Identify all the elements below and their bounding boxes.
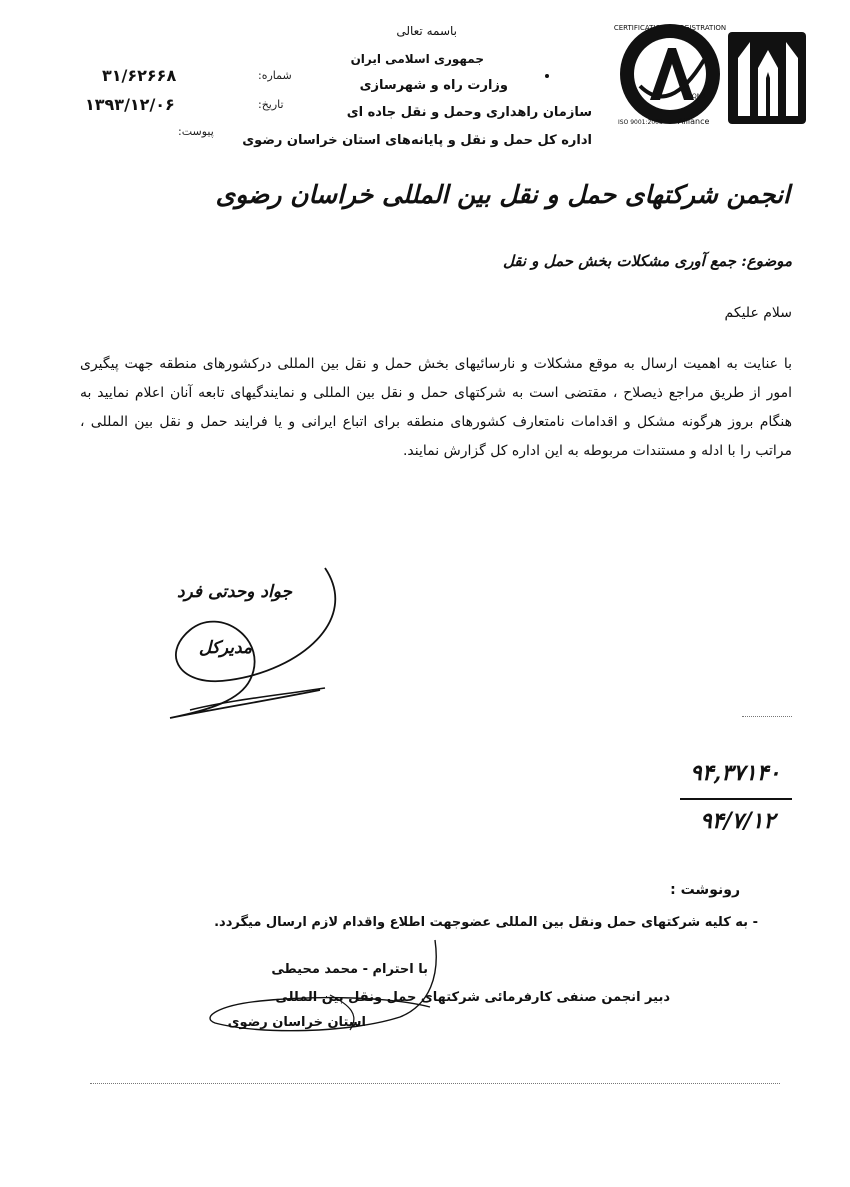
republic-line: جمهوری اسلامی ایران [350,52,484,66]
header-dot [545,74,549,78]
greeting: سلام علیکم [724,305,792,321]
body-paragraph: با عنایت به اهمیت ارسال به موقع مشکلات و نارسائیهای بخش حمل و نقل بین المللی درکشورهای منطقه جهت پیگیری امور از طریق مراجع ذیصلاح ، مقتضی است به شرکتهای حمل و نقل بین المللی و نمایندگیهای تابعه آنان اعلام نمایید به هنگام بروز هرگونه مشکل و اقدامات نامتعارف کشورهای منطقه برای اتباع ایرانی و یا فرایند حمل و نقل بین المللی ، مراتب را با ادله و مستندات مربوطه به این اداره کل گزارش نمایند. [80,356,792,459]
subject: موضوع: جمع آوری مشکلات بخش حمل و نقل [502,252,792,270]
handwritten-underline [680,798,792,800]
number-label: شماره: [258,69,292,82]
signature [150,560,370,730]
handwritten-ref: ۹۴,۳۷۱۴۰ [690,760,781,786]
number-row [80,66,300,88]
sender-title: دبیر انجمن صنفی کارفرمائی شرکتهای حمل ونقل بین المللی [275,990,670,1005]
organization-line: سازمان راهداری وحمل و نقل جاده ای [346,105,592,120]
department-line: اداره کل حمل و نقل و پایانه‌های استان خراسان رضوی [242,133,592,148]
sender-regards: با احترام - محمد محیطی [271,962,428,977]
logo-qms: QMS [692,93,706,100]
letter-date: ۱۳۹۳/۱۲/۰۶ [85,95,175,114]
sender-region: استان خراسان رضوی [227,1015,366,1030]
logo-iso: ISO 9001:2008 [618,119,663,126]
road-transport-emblem-icon [728,32,806,124]
recipient: انجمن شرکتهای حمل و نقل بین المللی خراسان رضوی [215,180,790,209]
logo-graphic [610,20,810,130]
attachment-label: پیوست: [178,125,214,138]
logo-ring-text: CERTIFICATION • REGISTRATION [613,24,727,32]
certification-seal-icon [620,24,720,124]
date-label: تاریخ: [258,98,284,111]
letter-number: ۳۱/۶۲۶۶۸ [102,66,177,85]
bottom-dotted-line [90,1083,780,1084]
signer-title: مدیرکل [198,638,252,658]
attachment-row [80,122,300,144]
cc-title: رونوشت : [670,882,740,898]
signer-name: جواد وحدتی فرد [176,582,292,602]
margin-dots [742,716,792,717]
ministry-line: وزارت راه و شهرسازی [359,78,508,93]
handwritten-date: ۹۴/۷/۱۲ [700,808,776,834]
sender-signature-scribble [200,935,450,1045]
date-row [80,95,300,117]
cc-item: - به کلیه شرکتهای حمل ونقل بین المللی عضوجهت اطلاع واقدام لازم ارسال میگردد. [214,915,758,930]
bismillah-line: باسمه تعالی [396,24,457,38]
logo [610,20,810,130]
logo-label: Alliance [678,117,710,126]
